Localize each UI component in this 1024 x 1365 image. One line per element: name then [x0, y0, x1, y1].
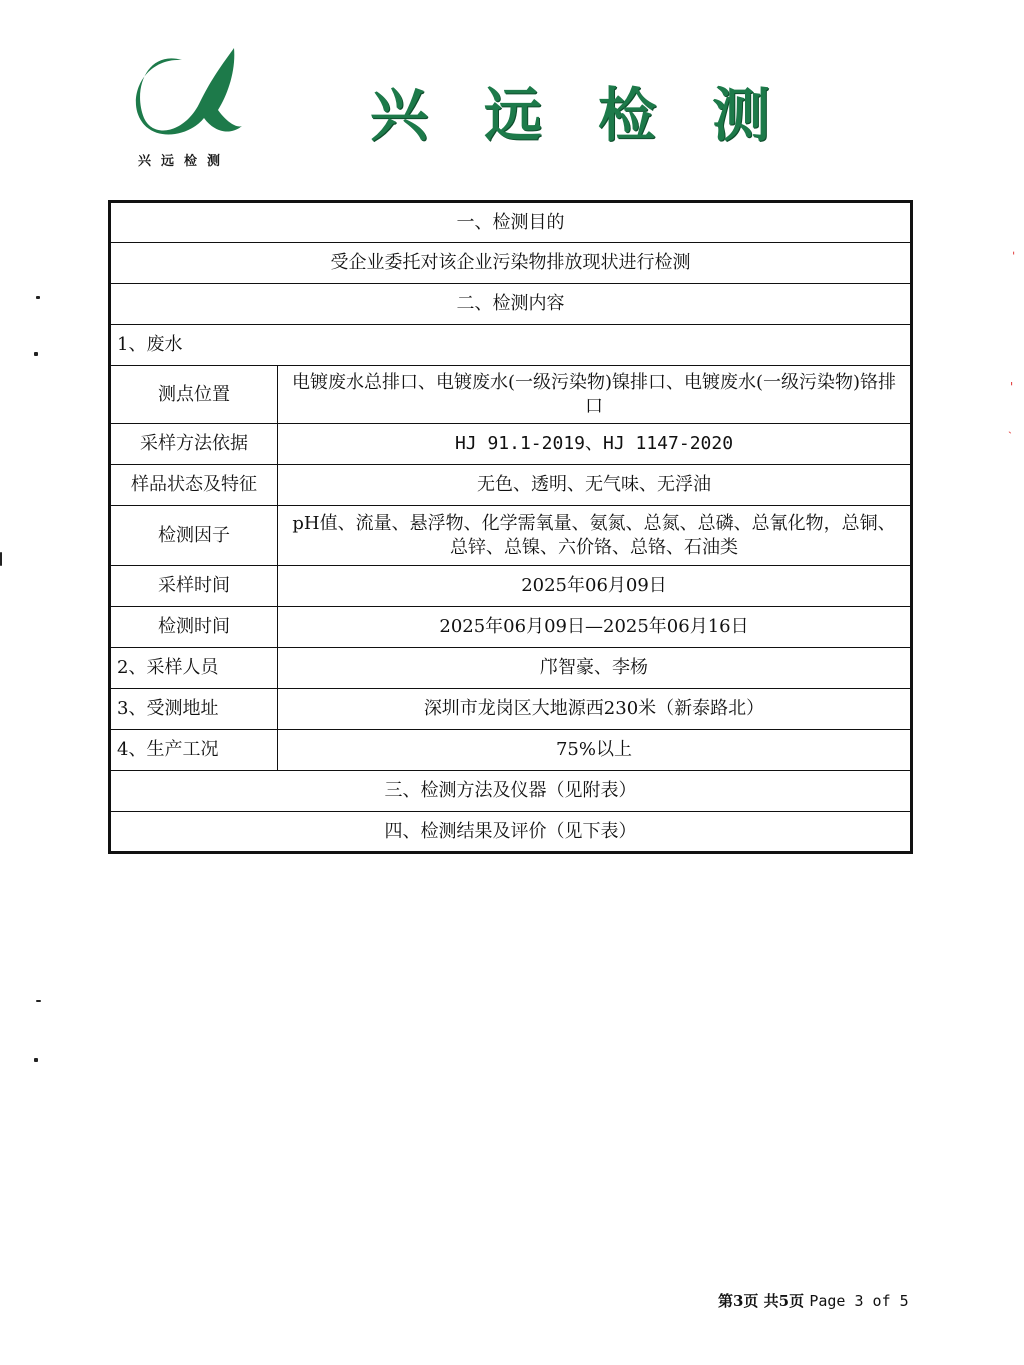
page-number-cn: 第3页 共5页 [718, 1292, 805, 1310]
table-row [110, 648, 912, 689]
row-label: 样品状态及特征 [110, 465, 278, 506]
seal-edge-mark: ˈ [1012, 250, 1016, 264]
row-value: pH值、流量、悬浮物、化学需氧量、氨氮、总氮、总磷、总氰化物，总铜、总锌、总镍、六价铬、总铬、石油类 [278, 506, 912, 566]
row-value: 75%以上 [278, 730, 912, 771]
scan-mark [34, 352, 38, 356]
table-row [110, 202, 912, 243]
seal-edge-mark: ˎ [1008, 420, 1012, 434]
table-row [110, 243, 912, 284]
results-heading: 四、检测结果及评价（见下表） [110, 812, 912, 853]
table-row [110, 506, 912, 566]
row-label: 2、采样人员 [110, 648, 278, 689]
table-row [110, 325, 912, 366]
page-footer [718, 1290, 909, 1311]
methods-heading: 三、检测方法及仪器（见附表） [110, 771, 912, 812]
table-row [110, 366, 912, 424]
row-label: 检测时间 [110, 607, 278, 648]
seal-edge-mark: ꞌ [1010, 380, 1014, 394]
row-value: 2025年06月09日 [278, 566, 912, 607]
row-label: 采样方法依据 [110, 424, 278, 465]
row-label: 4、生产工况 [110, 730, 278, 771]
content-heading: 二、检测内容 [110, 284, 912, 325]
table-row [110, 284, 912, 325]
table-row [110, 566, 912, 607]
table-row [110, 771, 912, 812]
scan-mark [0, 552, 2, 566]
table-row [110, 424, 912, 465]
wastewater-heading: 1、废水 [110, 325, 912, 366]
row-value: 无色、透明、无气味、无浮油 [278, 465, 912, 506]
table-row [110, 607, 912, 648]
row-value: 邝智豪、李杨 [278, 648, 912, 689]
page-number-en: Page 3 of 5 [809, 1292, 909, 1310]
row-label: 3、受测地址 [110, 689, 278, 730]
row-value: 深圳市龙岗区大地源西230米（新泰路北） [278, 689, 912, 730]
row-label: 检测因子 [110, 506, 278, 566]
purpose-text: 受企业委托对该企业污染物排放现状进行检测 [110, 243, 912, 284]
table-row [110, 465, 912, 506]
row-value: HJ 91.1-2019、HJ 1147-2020 [278, 424, 912, 465]
company-logo [130, 40, 250, 138]
table-row [110, 689, 912, 730]
report-table [108, 200, 913, 854]
scan-mark [34, 1058, 38, 1062]
row-label: 采样时间 [110, 566, 278, 607]
row-label: 测点位置 [110, 366, 278, 424]
table-row [110, 730, 912, 771]
scan-mark [36, 1000, 41, 1002]
scan-mark [36, 296, 40, 299]
table-row [110, 812, 912, 853]
logo-caption: 兴远检测 [138, 154, 231, 169]
brand-title: 兴远检测 [370, 81, 827, 149]
purpose-heading: 一、检测目的 [110, 202, 912, 243]
row-value: 2025年06月09日—2025年06月16日 [278, 607, 912, 648]
row-value: 电镀废水总排口、电镀废水(一级污染物)镍排口、电镀废水(一级污染物)铬排口 [278, 366, 912, 424]
